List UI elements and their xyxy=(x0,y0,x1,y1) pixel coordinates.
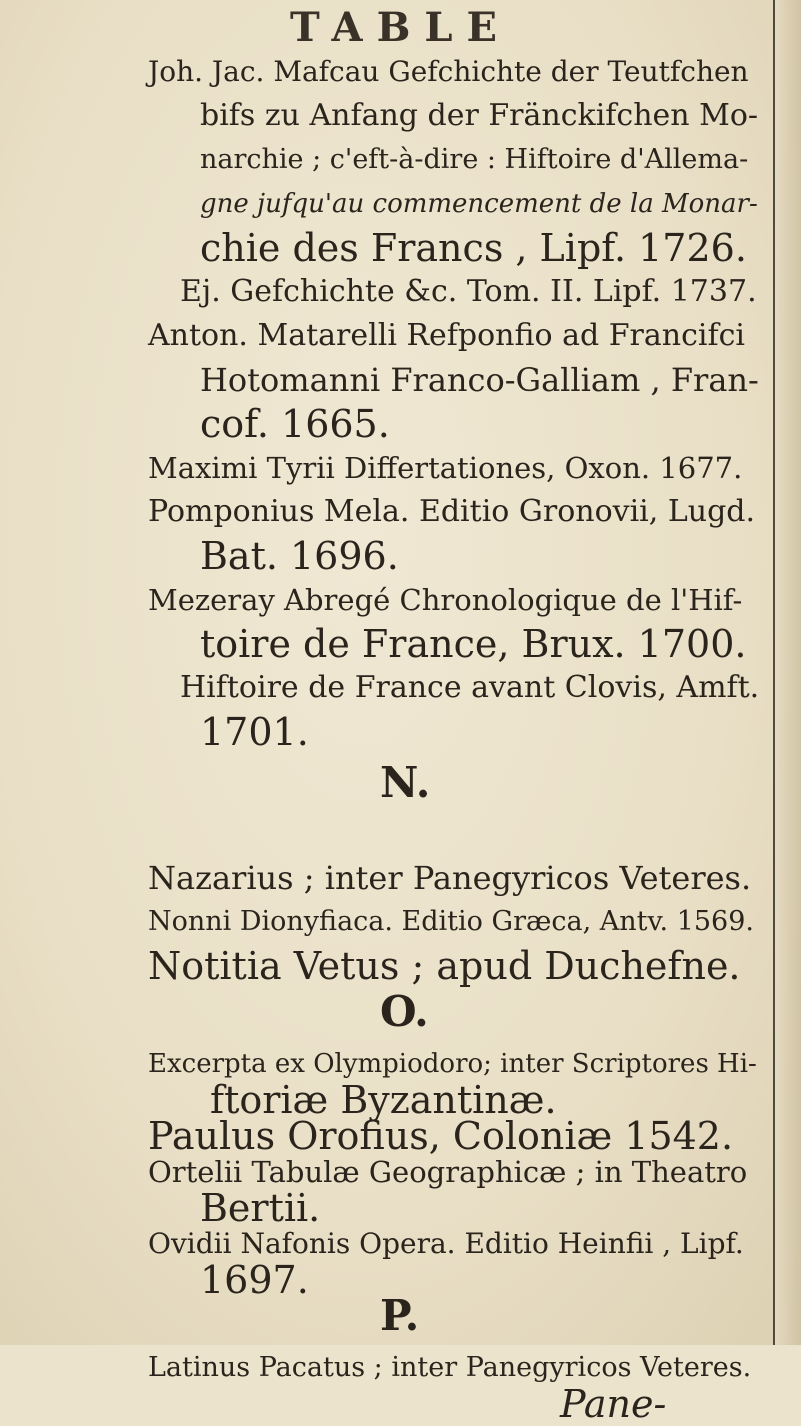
entry-line: Ovidii Nafonis Opera. Editio Heinfii , Lipf. xyxy=(148,1227,744,1260)
page-header: TABLE xyxy=(289,4,512,51)
entry-line: toire de France, Brux. 1700. xyxy=(200,622,747,666)
entry-line: Maximi Tyrii Differtationes, Oxon. 1677. xyxy=(148,451,743,485)
entry-line: cof. 1665. xyxy=(200,402,390,446)
entry-line: 1697. xyxy=(200,1258,309,1302)
entry-line: Mezeray Abregé Chronologique de l'Hif- xyxy=(148,583,743,617)
entry-line: Anton. Matarelli Refponfio ad Francifci xyxy=(148,318,745,353)
entry-line: Nonni Dionyfiaca. Editio Græca, Antv. 1569. xyxy=(148,906,754,937)
entry-line: Notitia Vetus ; apud Duchefne. xyxy=(148,944,741,988)
page-edge xyxy=(773,0,801,1345)
entry-line: gne jufqu'au commencement de la Monar- xyxy=(200,189,758,219)
entry-line: bifs zu Anfang der Fränckifchen Mo- xyxy=(200,98,759,133)
entry-line: Pomponius Mela. Editio Gronovii, Lugd. xyxy=(148,494,756,529)
entry-line: chie des Francs , Lipf. 1726. xyxy=(200,226,747,270)
entry-line: Hiftoire de France avant Clovis, Amft. xyxy=(180,670,760,705)
entry-line: 1701. xyxy=(200,710,309,754)
entry-line: narchie ; c'eft-à-dire : Hiftoire d'Allema- xyxy=(200,144,749,175)
entry-line: Hotomanni Franco-Galliam , Fran- xyxy=(200,361,759,399)
entry-line: Excerpta ex Olympiodoro; inter Scriptores Hi- xyxy=(148,1049,757,1079)
section-letter-p: P. xyxy=(380,1291,420,1340)
entry-line: Joh. Jac. Mafcau Gefchichte der Teutfchen xyxy=(148,55,749,88)
entry-line: Bat. 1696. xyxy=(200,534,399,578)
entry-line: Nazarius ; inter Panegyricos Veteres. xyxy=(148,859,752,897)
entry-line: Bertii. xyxy=(200,1186,321,1230)
section-letter-o: O. xyxy=(380,987,429,1036)
entry-line: Ej. Gefchichte &c. Tom. II. Lipf. 1737. xyxy=(180,274,757,309)
entry-line: Latinus Pacatus ; inter Panegyricos Veteres. xyxy=(148,1352,752,1383)
entry-line: ftoriæ Byzantinæ. xyxy=(210,1078,557,1122)
section-letter-n: N. xyxy=(380,758,431,807)
entry-line: Pane- xyxy=(560,1382,667,1426)
entry-line: Ortelii Tabulæ Geographicæ ; in Theatro xyxy=(148,1155,748,1189)
entry-line: Paulus Orofius, Coloniæ 1542. xyxy=(148,1114,734,1158)
